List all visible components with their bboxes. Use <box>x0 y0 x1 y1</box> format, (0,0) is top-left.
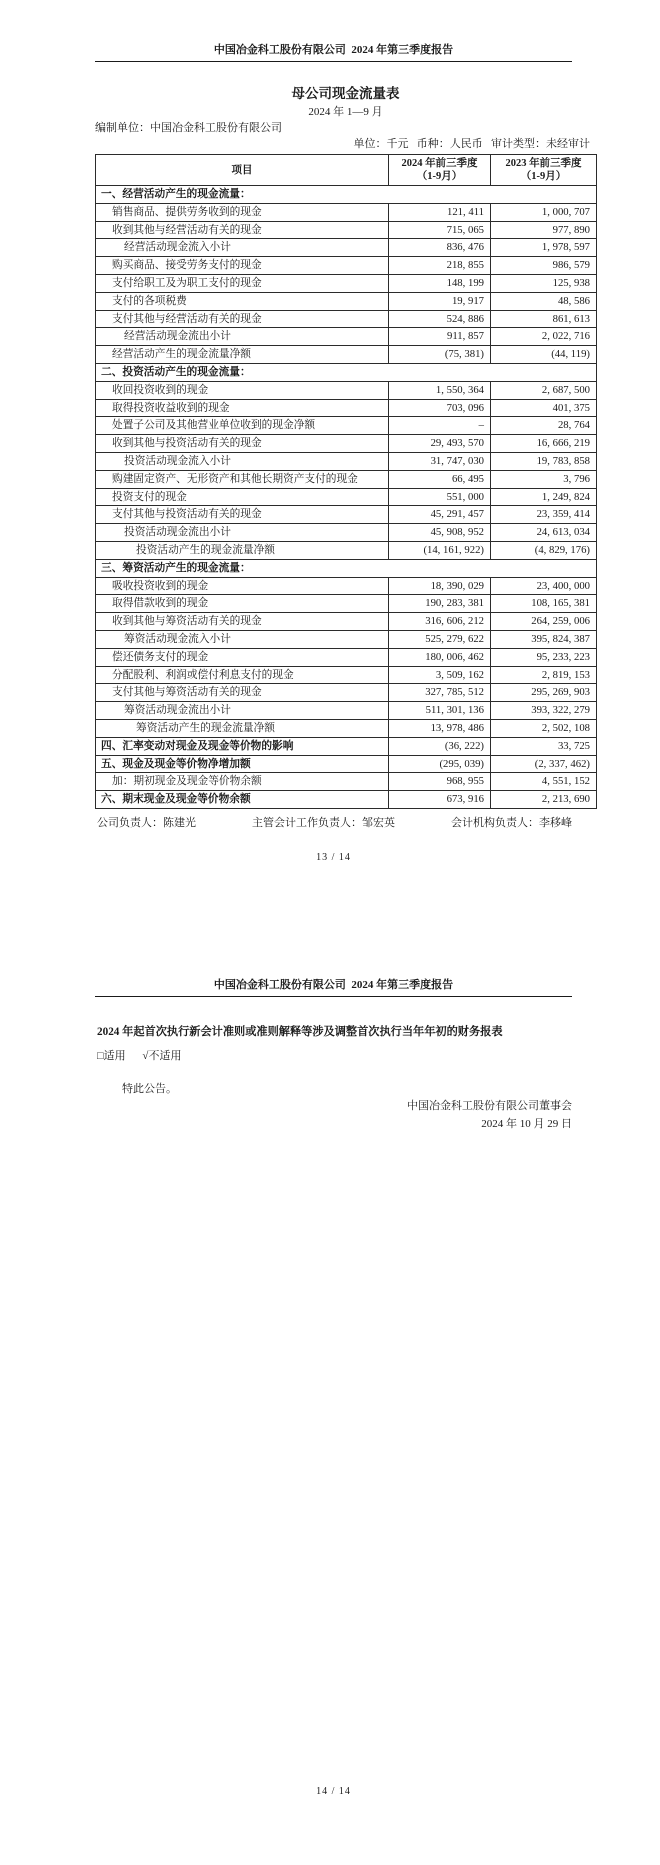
table-row <box>96 541 597 559</box>
item-label-cell: 四、汇率变动对现金及现金等价物的影响 <box>96 737 389 755</box>
value-2023-cell: 48, 586 <box>491 292 597 310</box>
not-applicable-checked-option: √不适用 <box>142 1050 182 1062</box>
prepared-by-line: 编制单位：中国冶金科工股份有限公司 <box>95 122 282 134</box>
value-2023-cell: 28, 764 <box>491 417 597 435</box>
value-2024-cell: 911, 857 <box>389 328 491 346</box>
value-2023-cell: (44, 119) <box>491 346 597 364</box>
value-2023-cell: 2, 502, 108 <box>491 719 597 737</box>
table-row <box>96 755 597 773</box>
value-2023-cell: 264, 259, 006 <box>491 613 597 631</box>
unit-currency-audit-line: 单位：千元 币种：人民币 审计类型：未经审计 <box>353 138 590 150</box>
table-row <box>96 186 597 204</box>
table-row <box>96 363 597 381</box>
value-2023-cell: 23, 359, 414 <box>491 506 597 524</box>
value-2024-cell: 551, 000 <box>389 488 491 506</box>
value-2024-cell: 968, 955 <box>389 773 491 791</box>
table-row <box>96 559 597 577</box>
item-label-cell: 分配股利、利润或偿付利息支付的现金 <box>96 666 389 684</box>
cashflow-table-body <box>96 186 597 809</box>
company-head-signature: 公司负责人：陈建光 <box>97 817 196 829</box>
value-2023-cell: 4, 551, 152 <box>491 773 597 791</box>
table-row <box>96 506 597 524</box>
item-label-cell: 五、现金及现金等价物净增加额 <box>96 755 389 773</box>
table-row <box>96 577 597 595</box>
value-2024-cell: 19, 917 <box>389 292 491 310</box>
accounting-head-signature: 主管会计工作负责人：邹宏英 <box>252 817 395 829</box>
value-2024-cell: 511, 301, 136 <box>389 702 491 720</box>
value-2023-cell: 1, 249, 824 <box>491 488 597 506</box>
item-label-cell: 经营活动现金流出小计 <box>96 328 389 346</box>
value-2023-cell: 24, 613, 034 <box>491 524 597 542</box>
item-label-cell: 取得借款收到的现金 <box>96 595 389 613</box>
page1-running-header: 中国冶金科工股份有限公司 2024 年第三季度报告 <box>95 43 572 62</box>
col-header-item: 项目 <box>96 155 389 186</box>
item-label-cell: 筹资活动现金流入小计 <box>96 630 389 648</box>
value-2024-cell: (14, 161, 922) <box>389 541 491 559</box>
table-row <box>96 613 597 631</box>
value-2024-cell: 1, 550, 364 <box>389 381 491 399</box>
item-label-cell: 支付其他与筹资活动有关的现金 <box>96 684 389 702</box>
item-label-cell: 六、期末现金及现金等价物余额 <box>96 791 389 809</box>
item-label-cell: 支付的各项税费 <box>96 292 389 310</box>
item-label-cell: 投资活动产生的现金流量净额 <box>96 541 389 559</box>
table-row <box>96 773 597 791</box>
value-2024-cell: 524, 886 <box>389 310 491 328</box>
value-2024-cell: 29, 493, 570 <box>389 435 491 453</box>
value-2024-cell: 180, 006, 462 <box>389 648 491 666</box>
announcement-notice: 特此公告。 <box>122 1083 177 1095</box>
value-2024-cell: (36, 222) <box>389 737 491 755</box>
table-row <box>96 381 597 399</box>
value-2024-cell: 13, 978, 486 <box>389 719 491 737</box>
value-2023-cell: 125, 938 <box>491 274 597 292</box>
item-label-cell: 偿还债务支付的现金 <box>96 648 389 666</box>
table-row <box>96 203 597 221</box>
page2-number: 14 / 14 <box>316 1786 351 1797</box>
value-2024-cell: 148, 199 <box>389 274 491 292</box>
value-2023-cell: 977, 890 <box>491 221 597 239</box>
col-header-2024 <box>389 155 491 186</box>
item-label-cell: 支付其他与经营活动有关的现金 <box>96 310 389 328</box>
table-row <box>96 488 597 506</box>
item-label-cell: 投资支付的现金 <box>96 488 389 506</box>
value-2024-cell: 190, 283, 381 <box>389 595 491 613</box>
value-2023-cell: 2, 819, 153 <box>491 666 597 684</box>
page1-number: 13 / 14 <box>316 852 351 863</box>
table-row <box>96 310 597 328</box>
item-label-cell: 支付给职工及为职工支付的现金 <box>96 274 389 292</box>
item-label-cell: 经营活动产生的现金流量净额 <box>96 346 389 364</box>
table-row <box>96 630 597 648</box>
signoff-date: 2024 年 10 月 29 日 <box>481 1118 572 1130</box>
table-row <box>96 221 597 239</box>
value-2024-cell: 316, 606, 212 <box>389 613 491 631</box>
table-row <box>96 328 597 346</box>
section-header-cell: 二、投资活动产生的现金流量： <box>96 363 597 381</box>
applicability-line <box>97 1047 195 1063</box>
value-2023-cell: 23, 400, 000 <box>491 577 597 595</box>
table-row <box>96 666 597 684</box>
value-2024-cell: (295, 039) <box>389 755 491 773</box>
value-2023-cell: (4, 829, 176) <box>491 541 597 559</box>
accounting-dept-head-signature: 会计机构负责人：李移峰 <box>451 817 572 829</box>
table-row <box>96 417 597 435</box>
item-label-cell: 收到其他与经营活动有关的现金 <box>96 221 389 239</box>
signature-row <box>97 814 572 830</box>
item-label-cell: 购建固定资产、无形资产和其他长期资产支付的现金 <box>96 470 389 488</box>
item-label-cell: 筹资活动现金流出小计 <box>96 702 389 720</box>
value-2023-cell: 19, 783, 858 <box>491 452 597 470</box>
item-label-cell: 销售商品、提供劳务收到的现金 <box>96 203 389 221</box>
value-2024-cell: 836, 476 <box>389 239 491 257</box>
value-2024-cell: 525, 279, 622 <box>389 630 491 648</box>
table-row <box>96 346 597 364</box>
item-label-cell: 加：期初现金及现金等价物余额 <box>96 773 389 791</box>
page2-running-header: 中国冶金科工股份有限公司 2024 年第三季度报告 <box>95 978 572 997</box>
value-2023-cell: 986, 579 <box>491 257 597 275</box>
table-header-row <box>96 155 597 186</box>
value-2024-cell: 715, 065 <box>389 221 491 239</box>
value-2024-cell: 673, 916 <box>389 791 491 809</box>
value-2023-cell: 2, 022, 716 <box>491 328 597 346</box>
table-row <box>96 648 597 666</box>
value-2023-cell: 95, 233, 223 <box>491 648 597 666</box>
cashflow-table <box>95 154 597 809</box>
section-header-cell: 一、经营活动产生的现金流量： <box>96 186 597 204</box>
value-2024-cell: 18, 390, 029 <box>389 577 491 595</box>
table-row <box>96 684 597 702</box>
value-2023-cell: 295, 269, 903 <box>491 684 597 702</box>
table-row <box>96 737 597 755</box>
col-header-2023-line1: 2023 年前三季度 <box>505 158 582 169</box>
value-2023-cell: (2, 337, 462) <box>491 755 597 773</box>
signoff-company: 中国冶金科工股份有限公司董事会 <box>407 1100 572 1112</box>
value-2023-cell: 16, 666, 219 <box>491 435 597 453</box>
table-row <box>96 257 597 275</box>
table-row <box>96 435 597 453</box>
col-header-2023 <box>491 155 597 186</box>
table-row <box>96 470 597 488</box>
table-row <box>96 292 597 310</box>
item-label-cell: 收回投资收到的现金 <box>96 381 389 399</box>
section-header-cell: 三、筹资活动产生的现金流量： <box>96 559 597 577</box>
item-label-cell: 吸收投资收到的现金 <box>96 577 389 595</box>
value-2024-cell: 218, 855 <box>389 257 491 275</box>
value-2024-cell: 703, 096 <box>389 399 491 417</box>
col-header-2023-line2: （1-9月） <box>520 171 567 182</box>
value-2023-cell: 108, 165, 381 <box>491 595 597 613</box>
applicable-checkbox-option: □适用 <box>97 1050 126 1062</box>
table-row <box>96 791 597 809</box>
table-row <box>96 524 597 542</box>
new-standards-heading: 2024 年起首次执行新会计准则或准则解释等涉及调整首次执行当年年初的财务报表 <box>97 1026 503 1038</box>
item-label-cell: 取得投资收益收到的现金 <box>96 399 389 417</box>
item-label-cell: 购买商品、接受劳务支付的现金 <box>96 257 389 275</box>
value-2023-cell: 861, 613 <box>491 310 597 328</box>
item-label-cell: 投资活动现金流入小计 <box>96 452 389 470</box>
value-2023-cell: 1, 978, 597 <box>491 239 597 257</box>
table-row <box>96 452 597 470</box>
table-row <box>96 595 597 613</box>
value-2024-cell: 31, 747, 030 <box>389 452 491 470</box>
value-2023-cell: 1, 000, 707 <box>491 203 597 221</box>
value-2024-cell: 45, 291, 457 <box>389 506 491 524</box>
item-label-cell: 经营活动现金流入小计 <box>96 239 389 257</box>
statement-period: 2024 年 1—9 月 <box>308 106 383 118</box>
value-2023-cell: 401, 375 <box>491 399 597 417</box>
value-2023-cell: 2, 687, 500 <box>491 381 597 399</box>
value-2024-cell: (75, 381) <box>389 346 491 364</box>
col-header-2024-line1: 2024 年前三季度 <box>401 158 478 169</box>
value-2024-cell: 45, 908, 952 <box>389 524 491 542</box>
item-label-cell: 收到其他与投资活动有关的现金 <box>96 435 389 453</box>
value-2024-cell: 327, 785, 512 <box>389 684 491 702</box>
value-2023-cell: 2, 213, 690 <box>491 791 597 809</box>
value-2024-cell: – <box>389 417 491 435</box>
table-row <box>96 274 597 292</box>
value-2024-cell: 121, 411 <box>389 203 491 221</box>
item-label-cell: 收到其他与筹资活动有关的现金 <box>96 613 389 631</box>
value-2023-cell: 395, 824, 387 <box>491 630 597 648</box>
value-2023-cell: 33, 725 <box>491 737 597 755</box>
item-label-cell: 处置子公司及其他营业单位收到的现金净额 <box>96 417 389 435</box>
item-label-cell: 支付其他与投资活动有关的现金 <box>96 506 389 524</box>
item-label-cell: 筹资活动产生的现金流量净额 <box>96 719 389 737</box>
col-header-2024-line2: （1-9月） <box>416 171 463 182</box>
value-2023-cell: 3, 796 <box>491 470 597 488</box>
value-2024-cell: 66, 495 <box>389 470 491 488</box>
table-row <box>96 719 597 737</box>
value-2024-cell: 3, 509, 162 <box>389 666 491 684</box>
value-2023-cell: 393, 322, 279 <box>491 702 597 720</box>
table-row <box>96 702 597 720</box>
table-row <box>96 399 597 417</box>
table-row <box>96 239 597 257</box>
item-label-cell: 投资活动现金流出小计 <box>96 524 389 542</box>
statement-title: 母公司现金流量表 <box>291 86 400 101</box>
